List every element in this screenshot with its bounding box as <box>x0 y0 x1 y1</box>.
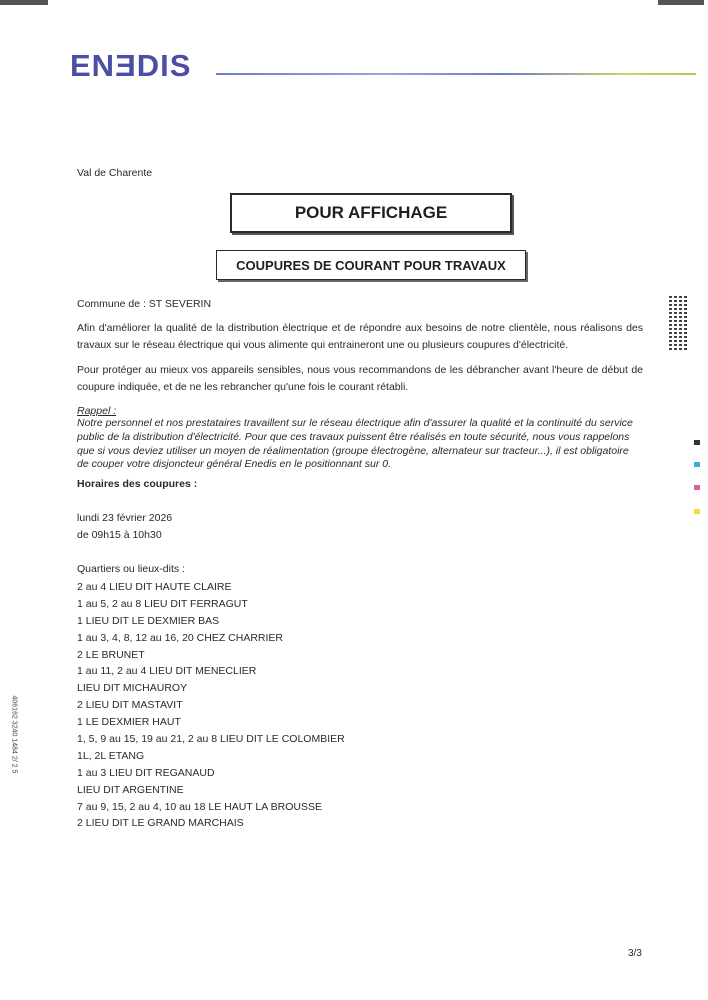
list-item: 7 au 9, 15, 2 au 4, 10 au 18 LE HAUT LA BROUSSE <box>77 800 322 813</box>
list-item: 1 au 3 LIEU DIT REGANAUD <box>77 766 215 779</box>
datamatrix-pattern <box>669 296 689 350</box>
header-rule <box>216 73 696 75</box>
print-mark-yellow <box>694 509 700 514</box>
subtitle-box <box>216 250 526 280</box>
outage-hours: de 09h15 à 10h30 <box>77 529 162 541</box>
list-item: 2 LIEU DIT MASTAVIT <box>77 699 183 712</box>
list-item: 1 au 5, 2 au 8 LIEU DIT FERRAGUT <box>77 597 248 610</box>
rappel-title: Rappel : <box>77 405 117 417</box>
list-item: 2 LE BRUNET <box>77 648 145 661</box>
outage-date: lundi 23 février 2026 <box>77 512 173 524</box>
scan-mark-left <box>0 0 48 5</box>
page-number: 3/3 <box>628 948 642 959</box>
advice-paragraph: Pour protéger au mieux vos appareils sensibles, nous vous recommandons de les débrancher avant l'heure de début de coupure indiquée, et de ne les rebrancher qu'une fois le courant rétabli. <box>77 364 643 393</box>
commune-label: Commune de : ST SEVERIN <box>77 298 212 310</box>
subtitle-text: COUPURES DE COURANT POUR TRAVAUX <box>236 257 506 273</box>
intro-paragraph: Afin d'améliorer la qualité de la distribution électrique et de répondre aux besoins de notre clientèle, nous réalisons des travaux sur le réseau électrique qui vous alimente qui entraineront une ou plusieurs coupures d'électricité. <box>77 322 643 351</box>
list-item: 1 au 11, 2 au 4 LIEU DIT MENECLIER <box>77 665 257 678</box>
enedis-logo: ENƎDIS <box>70 48 192 83</box>
print-mark-magenta <box>694 485 700 490</box>
scan-mark-right <box>658 0 704 5</box>
rappel-text: Notre personnel et nos prestataires travaillent sur le réseau électrique afin d'assurer la qualité et la continuité du service public de la distribution d'électricité. Pour que ces travaux puissent être réalisés en toute sécurité, nous vous rappelons que si vous deviez utiliser un moyen de réalimentation (groupe électrogène, alternateur sur tracteur...), il est obligatoire de couper votre disjoncteur général Enedis en le positionnant sur 0. <box>77 417 633 471</box>
list-item: 1L, 2L ETANG <box>77 749 145 762</box>
lieux-list <box>77 579 345 832</box>
list-item: LIEU DIT MICHAUROY <box>77 682 188 695</box>
title-text: POUR AFFICHAGE <box>294 203 448 222</box>
list-item: 1 au 3, 4, 8, 12 au 16, 20 CHEZ CHARRIER <box>77 631 284 644</box>
side-print-code: 406162 3240 1484 2/ 2 5 <box>10 695 18 774</box>
list-item: 1, 5, 9 au 15, 19 au 21, 2 au 8 LIEU DIT LE COLOMBIER <box>77 733 345 746</box>
list-item: 2 LIEU DIT LE GRAND MARCHAIS <box>77 817 244 830</box>
list-item: 2 au 4 LIEU DIT HAUTE CLAIRE <box>77 581 232 593</box>
list-item: 1 LE DEXMIER HAUT <box>77 716 181 729</box>
list-item: LIEU DIT ARGENTINE <box>77 783 184 796</box>
print-mark-cyan <box>694 462 700 467</box>
list-item: 1 LIEU DIT LE DEXMIER BAS <box>77 614 220 627</box>
horaires-title: Horaires des coupures : <box>77 478 198 490</box>
region-label: Val de Charente <box>77 167 153 179</box>
quartiers-title: Quartiers ou lieux-dits : <box>77 563 185 575</box>
title-box <box>230 193 512 233</box>
print-mark-black <box>694 440 700 445</box>
